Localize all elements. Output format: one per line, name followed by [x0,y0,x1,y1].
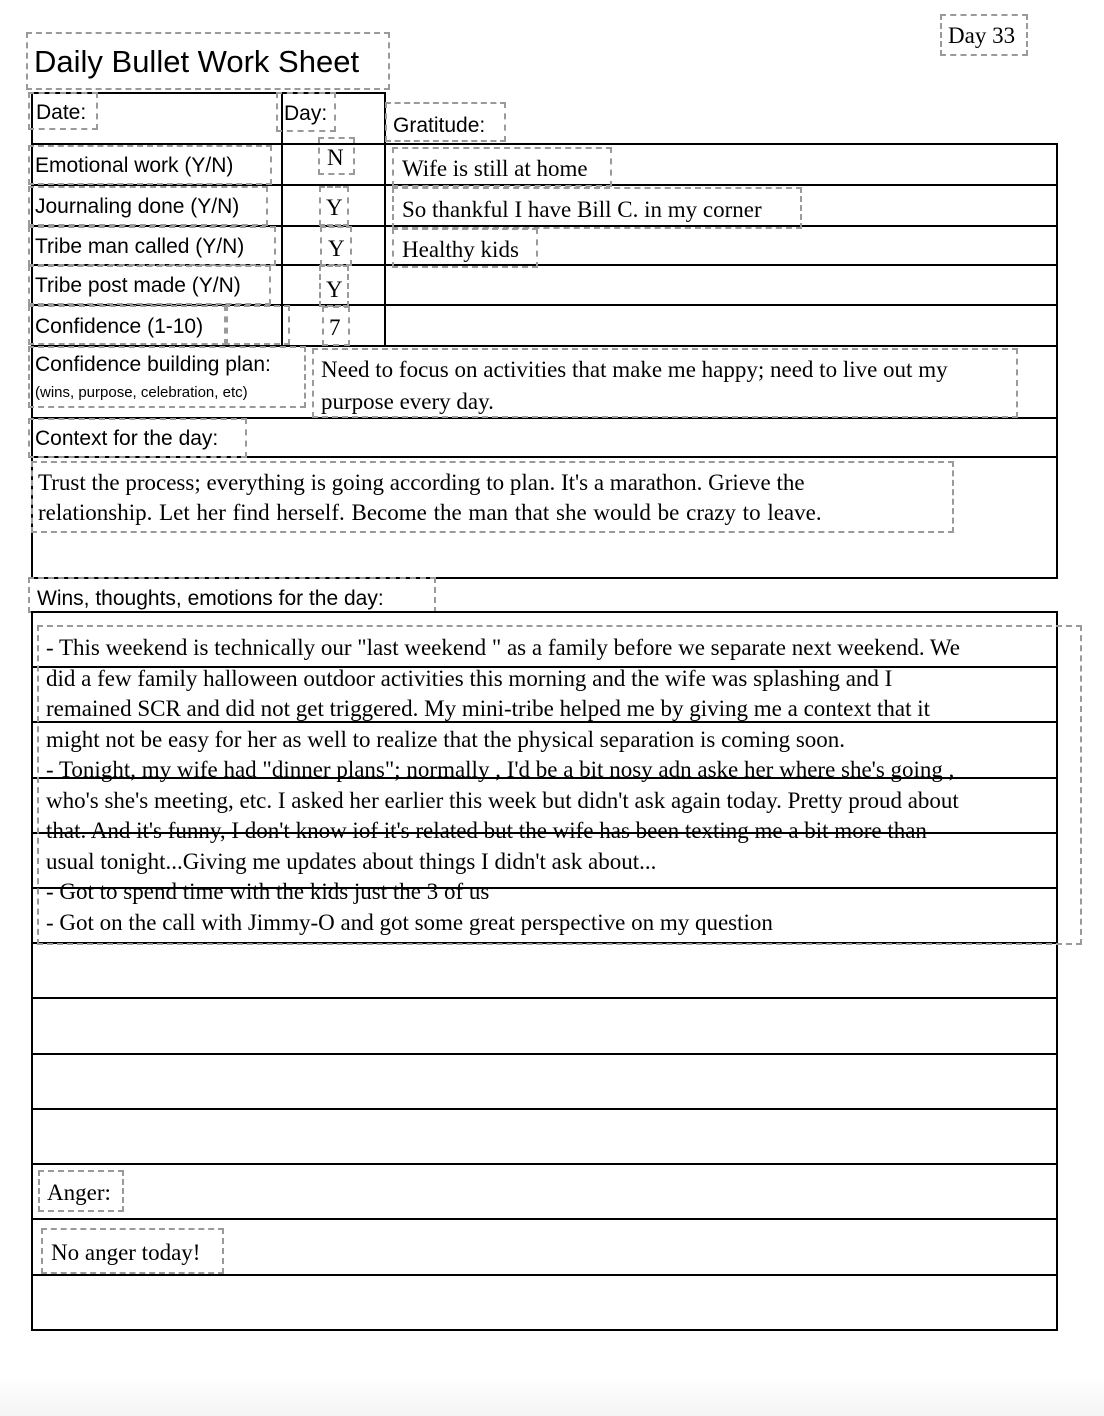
checklist-value-box[interactable] [320,226,352,266]
context-line: Trust the process; everything is going according to plan. It's a marathon. Grieve the [38,470,805,495]
wins-line: usual tonight...Giving me updates about things I didn't ask about... [46,849,657,874]
emotional-work-value[interactable]: N [327,145,344,170]
gratitude-label: Gratitude: [393,114,486,137]
wins-line: might not be easy for her as well to realize that the physical separation is coming soon. [46,727,846,752]
confidence-plan-sublabel: (wins, purpose, celebration, etc) [35,384,248,401]
date-input[interactable] [100,96,276,136]
context-label: Context for the day: [35,427,219,450]
anger-label: Anger: [47,1180,111,1205]
checklist-value-box[interactable] [319,186,349,226]
gratitude-item-empty[interactable] [392,308,1052,342]
page-title: Daily Bullet Work Sheet [34,44,360,79]
gratitude-item-box[interactable] [392,228,538,268]
checklist-label-box [28,226,276,266]
wins-line: - Got on the call with Jimmy-O and got some great perspective on my question [46,910,773,935]
checklist-value-box[interactable] [318,137,355,175]
tribe-post-label: Tribe post made (Y/N) [35,274,241,297]
date-label: Date: [36,101,87,124]
checklist-label-box [28,265,271,305]
gratitude-item[interactable]: So thankful I have Bill C. in my corner [402,197,762,222]
gratitude-item-empty[interactable] [392,268,1052,302]
checklist-value-box[interactable] [322,306,350,346]
tribe-call-value[interactable]: Y [328,236,345,261]
confidence-label: Confidence (1-10) [35,315,204,338]
date-label-box [28,92,98,130]
day-input[interactable] [338,96,382,140]
wins-label: Wins, thoughts, emotions for the day: [37,587,384,610]
tribe-post-value[interactable]: Y [326,277,343,302]
gratitude-label-box [385,102,506,142]
day-badge [940,14,1028,56]
gratitude-item-box[interactable] [392,187,802,229]
anger-label-box [38,1170,124,1212]
checklist-label-box [28,186,268,226]
confidence-plan-label: Confidence building plan: [35,353,271,376]
context-text-box[interactable] [31,461,954,533]
gratitude-item[interactable]: Wife is still at home [402,156,588,181]
tribe-call-label: Tribe man called (Y/N) [35,235,245,258]
confidence-plan-line: purpose every day. [321,389,494,414]
checklist-label-box [28,145,272,185]
wins-line: that. And it's funny, I don't know iof it's related but the wife has been texting me a bit more than [46,818,927,843]
journaling-value[interactable]: Y [326,195,343,220]
confidence-plan-label-box [28,346,306,408]
journaling-label: Journaling done (Y/N) [35,195,240,218]
context-line: relationship. Let her find herself. Become the man that she would be crazy to leave. [38,500,822,525]
wins-line: - This weekend is technically our "last weekend " as a family before we separate next weekend. We [46,635,961,660]
wins-line: - Tonight, my wife had "dinner plans"; normally , I'd be a bit nosy adn aske her where she's going , [46,757,955,782]
wins-line: remained SCR and did not get triggered. My mini-tribe helped me by giving me a context that it [46,696,931,721]
gratitude-item[interactable]: Healthy kids [402,237,519,262]
wins-line: - Got to spend time with the kids just the 3 of us [46,879,490,904]
day-badge-text: Day 33 [948,23,1016,48]
day-label-box [276,92,336,132]
anger-value: No anger today! [51,1240,201,1265]
confidence-plan-text-box[interactable] [312,348,1018,418]
confidence-plan-line: Need to focus on activities that make me happy; need to live out my [321,357,948,382]
confidence-value-empty-box [224,305,290,345]
checklist-label-box [28,305,228,345]
gratitude-item-box[interactable] [392,147,612,187]
wins-text-box[interactable] [37,625,1082,945]
checklist-value-box[interactable] [319,265,349,307]
confidence-value[interactable]: 7 [329,315,341,340]
title-box [26,32,390,90]
anger-value-box[interactable] [41,1228,224,1274]
wins-line: who's she's meeting, etc. I asked her earlier this week but didn't ask again today. Pretty proud about [46,788,959,813]
wins-line: did a few family halloween outdoor activities this morning and the wife was splashing and I [46,666,893,691]
emotional-work-label: Emotional work (Y/N) [35,154,234,177]
context-label-box [28,418,247,458]
page-bottom-margin [0,1376,1104,1416]
wins-label-box [28,577,436,613]
day-label: Day: [284,102,328,125]
